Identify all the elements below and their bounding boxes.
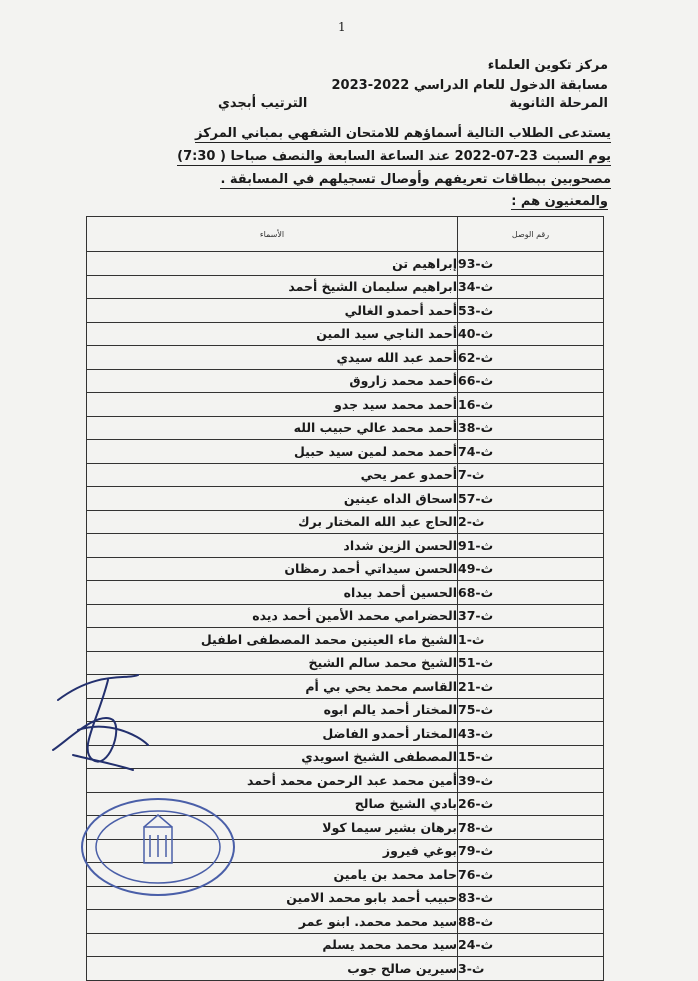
- table-row: [87, 416, 604, 440]
- student-name: حبيب أحمد بابو محمد الامين: [87, 886, 458, 910]
- receipt-number: ث-39: [458, 769, 604, 793]
- signature: [38, 660, 168, 780]
- receipt-number: ث-62: [458, 346, 604, 370]
- receipt-number: ث-24: [458, 933, 604, 957]
- receipt-number: ث-53: [458, 299, 604, 323]
- student-name: أحمد أحمدو الغالي: [87, 299, 458, 323]
- table-row: [87, 628, 604, 652]
- table-row: [87, 440, 604, 464]
- student-name: حامد محمد بن يامين: [87, 863, 458, 887]
- student-name: بوغي فيروز: [87, 839, 458, 863]
- receipt-number: ث-7: [458, 463, 604, 487]
- table-row: [87, 957, 604, 981]
- receipt-number: ث-88: [458, 910, 604, 934]
- receipt-number: ث-43: [458, 722, 604, 746]
- student-name: الحسين أحمد بيداه: [87, 581, 458, 605]
- announcement-line-2: يوم السبت 23-07-2022 عند الساعة السابعة والنصف صباحا ( 7:30): [177, 149, 611, 164]
- student-name: القاسم محمد يحي بي أم: [87, 675, 458, 699]
- receipt-number: ث-51: [458, 651, 604, 675]
- table-row: [87, 510, 604, 534]
- student-name: أحمد محمد عالي حبيب الله: [87, 416, 458, 440]
- receipt-number: ث-75: [458, 698, 604, 722]
- concerned-label: والمعنيون هم :: [511, 194, 608, 209]
- table-row: [87, 275, 604, 299]
- receipt-number: ث-15: [458, 745, 604, 769]
- student-name: أحمدو عمر يحي: [87, 463, 458, 487]
- receipt-number: ث-49: [458, 557, 604, 581]
- receipt-number: ث-16: [458, 393, 604, 417]
- table-row: [87, 534, 604, 558]
- order-label: الترتيب أبجدي: [218, 96, 308, 111]
- receipt-column-header: رقم الوصل: [458, 217, 604, 252]
- stage-label: المرحلة الثانوية: [509, 96, 608, 111]
- student-name: أحمد عبد الله سيدي: [87, 346, 458, 370]
- student-name: ابراهيم سليمان الشيخ أحمد: [87, 275, 458, 299]
- receipt-number: ث-3: [458, 957, 604, 981]
- table-row: [87, 557, 604, 581]
- student-name: أحمد الناجي سيد المين: [87, 322, 458, 346]
- table-row: [87, 487, 604, 511]
- receipt-number: ث-79: [458, 839, 604, 863]
- receipt-number: ث-91: [458, 534, 604, 558]
- receipt-number: ث-1: [458, 628, 604, 652]
- receipt-number: ث-34: [458, 275, 604, 299]
- student-name: إبراهيم تن: [87, 252, 458, 276]
- student-name: المختار أحمدو الفاضل: [87, 722, 458, 746]
- student-name: الحسن الزين شداد: [87, 534, 458, 558]
- receipt-number: ث-2: [458, 510, 604, 534]
- receipt-number: ث-78: [458, 816, 604, 840]
- page-number: 1: [338, 20, 346, 34]
- student-name: أحمد محمد زاروق: [87, 369, 458, 393]
- receipt-number: ث-57: [458, 487, 604, 511]
- student-name: المصطفى الشيخ اسويدي: [87, 745, 458, 769]
- student-name: برهان بشير سيما كولا: [87, 816, 458, 840]
- table-header-row: [87, 217, 604, 252]
- receipt-number: ث-76: [458, 863, 604, 887]
- table-row: [87, 393, 604, 417]
- contest-title: مسابقة الدخول للعام الدراسي 2022-2023: [331, 78, 608, 93]
- receipt-number: ث-37: [458, 604, 604, 628]
- receipt-number: ث-40: [458, 322, 604, 346]
- student-name: أمين محمد عبد الرحمن محمد أحمد: [87, 769, 458, 793]
- receipt-number: ث-93: [458, 252, 604, 276]
- table-row: [87, 463, 604, 487]
- receipt-number: ث-66: [458, 369, 604, 393]
- student-name: اسحاق الداه عينين: [87, 487, 458, 511]
- student-name: الحضرامي محمد الأمين أحمد ديده: [87, 604, 458, 628]
- student-name: الشيخ محمد سالم الشيخ: [87, 651, 458, 675]
- table-row: [87, 604, 604, 628]
- student-name: الشيخ ماء العينين محمد المصطفى اطفيل: [87, 628, 458, 652]
- receipt-number: ث-83: [458, 886, 604, 910]
- table-row: [87, 346, 604, 370]
- receipt-number: ث-26: [458, 792, 604, 816]
- receipt-number: ث-68: [458, 581, 604, 605]
- table-row: [87, 369, 604, 393]
- student-name: سيد محمد محمد. ابنو عمر: [87, 910, 458, 934]
- table-row: [87, 252, 604, 276]
- student-name: سيرين صالح جوب: [87, 957, 458, 981]
- announcement-line-1: يستدعى الطلاب التالية أسماؤهم للامتحان الشفهي بمباني المركز: [194, 126, 611, 141]
- student-name: المختار أحمد يالم ابوه: [87, 698, 458, 722]
- receipt-number: ث-38: [458, 416, 604, 440]
- table-row: [87, 322, 604, 346]
- table-row: [87, 299, 604, 323]
- receipt-number: ث-74: [458, 440, 604, 464]
- table-row: [87, 933, 604, 957]
- receipt-number: ث-21: [458, 675, 604, 699]
- names-column-header: الأسماء: [87, 217, 458, 252]
- student-name: أحمد محمد سيد جدو: [87, 393, 458, 417]
- student-name: الحسن سيداتي أحمد رمظان: [87, 557, 458, 581]
- institution-name: مركز تكوين العلماء: [487, 58, 608, 73]
- student-name: الحاج عبد الله المختار برك: [87, 510, 458, 534]
- announcement-line-3: مصحوبين ببطاقات تعريفهم وأوصال تسجيلهم في المسابقة .: [220, 172, 611, 187]
- student-name: بادي الشيخ صالح: [87, 792, 458, 816]
- student-name: سيد محمد محمد يسلم: [87, 933, 458, 957]
- table-row: [87, 581, 604, 605]
- table-row: [87, 910, 604, 934]
- official-stamp: [78, 795, 238, 900]
- student-name: أحمد محمد لمين سيد حبيل: [87, 440, 458, 464]
